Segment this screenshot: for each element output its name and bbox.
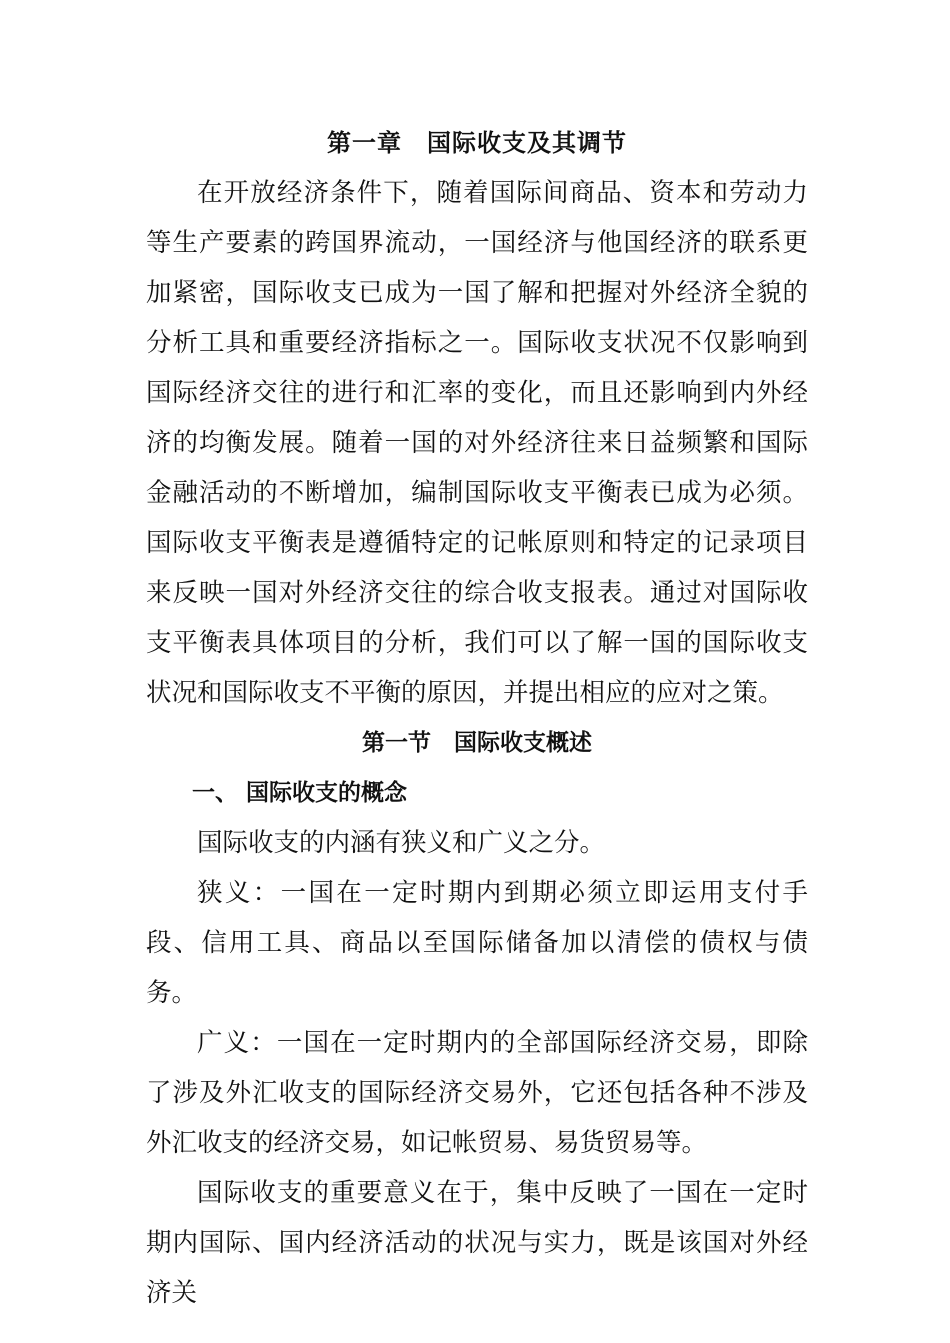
paragraph-concept-intro: 国际收支的内涵有狭义和广义之分。 — [197, 828, 606, 858]
paragraph-narrow-definition: 狭义：一国在一定时期内到期必须立即运用支付手段、信用工具、商品以至国际储备加以清偿的债权与债务。 — [146, 878, 808, 1008]
chapter-title: 第一章 国际收支及其调节 — [327, 129, 627, 157]
section-title: 第一节 国际收支概述 — [362, 730, 592, 756]
document-page — [146, 118, 808, 1318]
subsection-title: 一、 国际收支的概念 — [192, 780, 408, 806]
paragraph-significance: 国际收支的重要意义在于，集中反映了一国在一定时期内国际、国内经济活动的状况与实力，既是该国对外经济关 — [146, 1178, 808, 1308]
paragraph-broad-definition: 广义：一国在一定时期内的全部国际经济交易，即除了涉及外汇收支的国际经济交易外，它还包括各种不涉及外汇收支的经济交易，如记帐贸易、易货贸易等。 — [146, 1028, 808, 1158]
chapter-intro-paragraph: 在开放经济条件下，随着国际间商品、资本和劳动力等生产要素的跨国界流动，一国经济与他国经济的联系更加紧密，国际收支已成为一国了解和把握对外经济全貌的分析工具和重要经济指标之一。国际收支状况不仅影响到国际经济交往的进行和汇率的变化，而且还影响到内外经济的均衡发展。随着一国的对外经济往来日益频繁和国际金融活动的不断增加，编制国际收支平衡表已成为必须。国际收支平衡表是遵循特定的记帐原则和特定的记录项目来反映一国对外经济交往的综合收支报表。通过对国际收支平衡表具体项目的分析，我们可以了解一国的国际收支状况和国际收支不平衡的原因，并提出相应的应对之策。 — [146, 178, 808, 708]
